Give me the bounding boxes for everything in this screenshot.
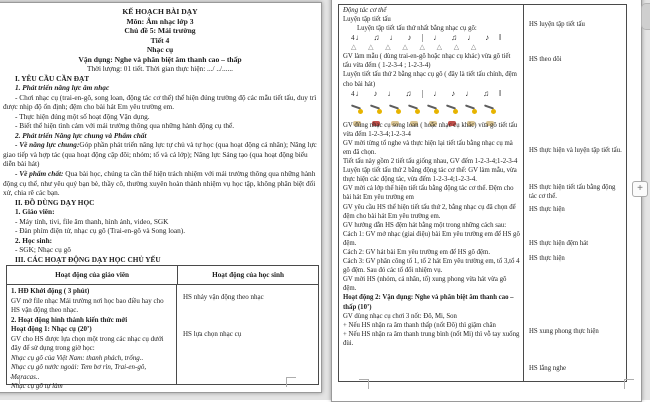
doc-lesson: Nhạc cụ [146, 45, 174, 54]
margin-mark [10, 377, 20, 387]
page-left [0, 2, 322, 393]
doc-duration: Thời lượng: 01 tiết. Thời gian thực hiện: .../ ../...... [86, 64, 234, 73]
activity-heading: 1. HĐ Khởi động ( 3 phút) [11, 287, 90, 295]
mallet-icon [427, 105, 439, 114]
body-line [3, 140, 317, 169]
section-heading: I. YÊU CẦU CẦN ĐẠT [15, 73, 90, 83]
doc-period: Tiết 4 [150, 35, 170, 45]
subsection-heading: 2. Phát triển Năng lực chung và Phẩm chất [15, 130, 147, 140]
student-response: HS luyện tập tiết tấu [529, 21, 585, 28]
body-line: - Thực hiện đúng một số hoạt động Vận dụng. [15, 111, 150, 121]
activity-line: Cách 1: GV mở nhạc (giai điệu) bài Em yêu trường em để HS gõ đệm. [343, 230, 520, 247]
left-page-content [3, 7, 317, 264]
meter-number: 4 [351, 89, 356, 98]
activity-line: GV dùng nhạc cụ chơi 3 nốt: Đô, Mi, Son [343, 312, 457, 320]
student-response: HS thực hiện đệm hát [529, 240, 589, 247]
activities-table-right [338, 4, 627, 382]
note-glyphs: ♩ ♫ ♩ ♪ | ♩ ♫ ♩ ♪ ‖ [355, 33, 506, 43]
subsection-heading: 2. Học sinh: [15, 235, 53, 245]
col-header-teacher: Hoạt động của giáo viên [7, 266, 178, 284]
doc-topic: Chủ đề 5: Mái trường [124, 26, 196, 35]
activity-line: GV mở file nhạc Mái trường nơi học bao điều hay cho HS vận động theo nhạc. [11, 296, 164, 315]
activity-heading: 2. Hoạt động hình thành kiến thức mới [11, 315, 128, 324]
activity-line: Luyện tập tiết tấu thứ nhất bằng nhạc cụ gõ: [357, 25, 477, 33]
student-response: HS theo dõi [529, 56, 562, 63]
doc-subject: Môn: Âm nhạc lớp 3 [126, 16, 194, 26]
body-line: - Chơi nhạc cụ (trai-en-gô, song loan, động tác cơ thể) thể hiện đúng trường độ các mẫu tiết tấu, duy trì được nhịp độ ổn định; đệm cho bài hát Em yêu trường em. [3, 92, 317, 112]
activity-line: Luyện tập tiết tấu [343, 16, 391, 24]
activity-line: GV hướng dẫn HS đệm hát bằng một trong những cách sau: [343, 221, 507, 229]
activity-line: Cách 3: GV phân công tổ 1, tổ 2 hát Em yêu trường em, tổ 3,tổ 4 gõ đệm. Sau đó các tổ đổi nhiệm vụ. [343, 258, 520, 275]
activity-line: Tiết tấu này gồm 2 tiết tấu giống nhau, GV đếm 1-2-3-4;1-2-3-4 [343, 158, 518, 166]
student-response: HS xung phong thực hiện [529, 328, 599, 335]
rhythm-notation-2 [343, 89, 520, 99]
col-header-student: Hoạt động của học sinh [212, 271, 285, 279]
vertical-scrollbar-thumb[interactable] [641, 3, 650, 30]
subsection-heading: 1. Phát triển năng lực âm nhạc [15, 83, 110, 93]
activity-line: GV mời cả lớp thể hiện tiết tấu bằng động tác cơ thể. Đệm cho bài hát Em yêu trường em [343, 185, 514, 202]
student-response: HS thực hiện tiết tấu bằng động tác cơ thể. [529, 184, 616, 200]
activity-line: GV làm mẫu ( dùng trai-en-gô hoặc nhạc cụ khác) vừa gõ tiết tấu vừa đếm ( 1-2-3-4 ; 1-2-3-4) [343, 53, 511, 70]
doc-title: KẾ HOẠCH BÀI DẠY [122, 7, 198, 16]
activity-line: Nhạc cụ gõ tự làm [11, 382, 63, 391]
student-response: HS lựa chọn nhạc cụ [183, 330, 242, 338]
activity-heading: Hoạt động 2: Vận dụng: Nghe và phân biệt âm thanh cao – thấp (10’) [343, 294, 514, 311]
activity-heading: Hoạt động 1: Nhạc cụ (20’) [11, 325, 92, 334]
mallet-icon [484, 105, 496, 114]
body-text: Qua bài học, chúng ta cần thể hiện trách nhiệm với mái trường thông qua những hành động cụ thể, như yêu quý bạn bè, thầy cô, thường xuyên hoàn thành nhiệm vụ học tập, không phân biệt đối xử, chia rẽ các bạn. [3, 168, 316, 198]
mallet-icon [465, 105, 477, 114]
teacher-activities-cell [7, 285, 177, 391]
student-activities-cell [177, 285, 318, 384]
student-response: HS nhảy vận động theo nhạc [183, 293, 264, 301]
student-response: HS thực hiện và luyện tập tiết tấu. [529, 147, 622, 154]
body-line: - Đàn phím điện tử, nhạc cụ gõ (Trai-en-gô và Song loan). [15, 226, 186, 236]
student-response: HS lắng nghe [529, 365, 567, 372]
activity-line: GV mời HS (nhóm, cá nhân, tổ) xung phong vừa hát vừa gõ đệm. [343, 276, 507, 293]
subsection-heading: 1. Giáo viên: [15, 207, 55, 217]
activity-line: GV đúng nhạc cụ song loan ( hoặc nhạc cụ khác) vừa gõ tiết tấu vừa đếm 1-2-3-4;1-2-3-4 [343, 121, 518, 138]
activity-line: Luyện tiết tấu thứ 2 bằng nhạc cụ gõ ( đây là tiết tấu chính, đệm cho bài hát) [343, 71, 517, 88]
body-text: Góp phần phát triển năng lực tự chủ và tự học (qua hoạt động cá nhân); Năng lực giao tiếp và hợp tác (qua hoạt động cặp đôi; nhóm; tổ và cả lớp); Năng lực Sáng tạo (qua hoạt động biểu diễn bài hát) [3, 140, 317, 169]
student-activities-cell [524, 5, 626, 381]
lead-label: - Về phẩm chất: [15, 168, 64, 178]
margin-mark [359, 379, 369, 389]
mallet-icon [351, 105, 363, 114]
body-line: - Biết thể hiện tình cảm với mái trường thông qua những hành động cụ thể. [15, 121, 235, 131]
activity-line: Cách 2: GV hát bài Em yêu trường em để HS gõ đệm. [343, 248, 491, 256]
doc-application: Vận dụng: Nghe và phân biệt âm thanh cao – thấp [78, 54, 242, 64]
meter-number: 4 [351, 34, 356, 43]
student-response: HS thực hiện [529, 255, 565, 262]
table-body-row [7, 285, 318, 391]
activity-line: Luyện tập tiết tấu thứ 2 bằng động tác cơ thể: GV làm mẫu, vừa thực hiện các động tác, vừa đếm 1-2-3-4;1-2-3-4. [343, 167, 517, 184]
table-header-row [7, 266, 318, 285]
mallet-icon [408, 105, 420, 114]
activity-line: GV mời từng tổ nghe và thực hiện lại tiết tấu bằng nhạc cụ mà em đã chọn. [343, 139, 513, 156]
mallet-icon [389, 105, 401, 114]
margin-mark [624, 379, 634, 389]
activities-table-left [6, 265, 319, 391]
body-line: - SGK; Nhạc cụ gõ [15, 245, 71, 255]
rhythm-notation-1 [343, 33, 520, 43]
mallet-icon [446, 105, 458, 114]
note-glyphs: ♩ ♪ ♩ ♫ | ♩ ♪ ♩ ♫ ‖ [355, 88, 506, 98]
activity-line: GV cho HS được lựa chọn một trong các nhạc cụ dưới đây để sử dụng trong giờ học: [11, 334, 164, 353]
mallet-icon [370, 105, 382, 114]
teacher-activities-cell [339, 5, 524, 381]
triangle-icon-row: △ △ △ △ △ △ △ △ [351, 43, 482, 52]
mallet-icon-row [343, 99, 520, 112]
section-heading: II. ĐỒ DÙNG DẠY HỌC [15, 197, 95, 207]
section-heading: III. CÁC HOẠT ĐỘNG DẠY HỌC CHỦ YẾU [15, 254, 161, 264]
student-response: HS thực hiện [529, 206, 565, 213]
page-right [331, 0, 642, 402]
margin-mark [286, 377, 296, 387]
activity-line: + Nếu HS nhận ra âm thanh thấp (nốt Đô) thì giậm chân [343, 321, 496, 329]
body-line: - Máy tính, tivi, file âm thanh, hình ảnh, video, SGK [15, 216, 169, 226]
lead-label: - Về năng lực chung: [15, 140, 80, 150]
add-comment-button[interactable]: + [632, 181, 648, 197]
activity-line: Nhạc cụ gõ nước ngoài: Tem bơ rìn, Trai-en-gô, Maracas.. [11, 363, 147, 381]
activity-line: + Nếu HS nhận ra âm thanh trung bình (nốt Mi) thì vỗ tay xuống đùi. [343, 330, 520, 347]
activity-line: Động tác cơ thể [343, 7, 387, 14]
activity-line: Nhạc cụ gõ của Việt Nam: thanh phách, trống.. [11, 353, 144, 362]
body-line [3, 169, 317, 198]
activity-line: GV yêu cầu HS thể hiện tiết tấu thứ 2, bằng nhạc cụ đã chọn để đệm cho bài hát Em yêu trường em. [343, 203, 516, 220]
